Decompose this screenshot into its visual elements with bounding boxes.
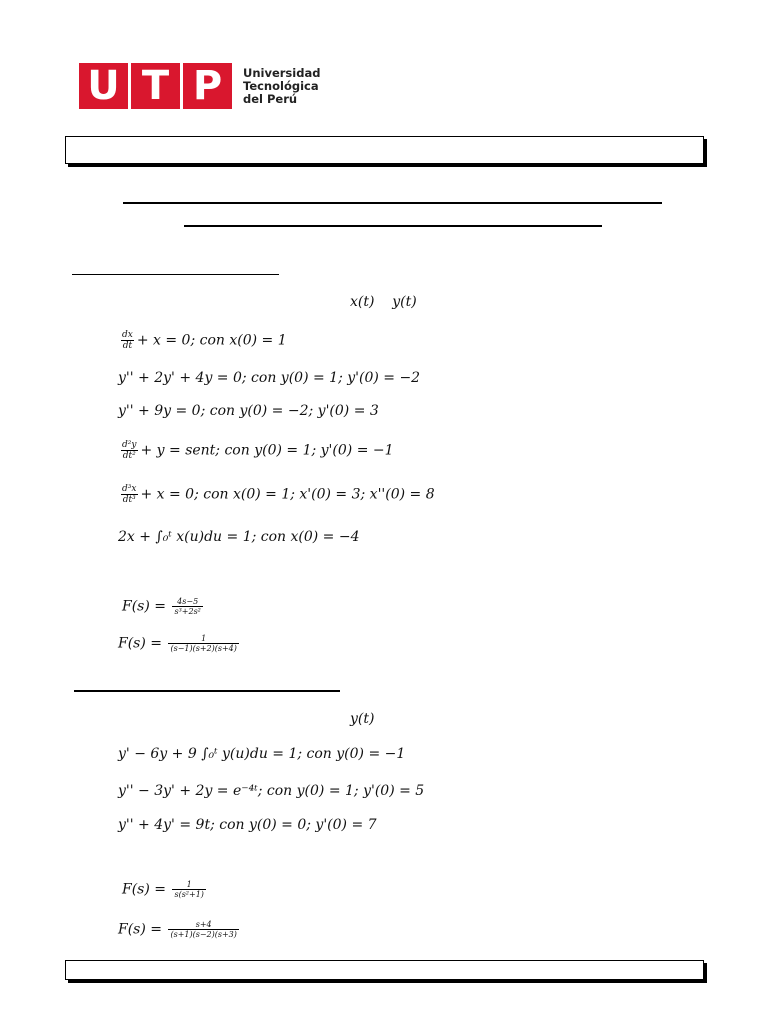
derivative-fraction: $\frac{dx}{dt}$	[122, 330, 133, 351]
transform-fraction: $\frac{s+4}{(s+1)(s-2)(s+3)}$	[170, 920, 237, 939]
section2-unknowns: y(t)	[350, 711, 375, 727]
transform-4: F(s) = $\frac{s+4}{(s+1)(s-2)(s+3)}$	[118, 920, 237, 939]
logo-line-3: del Perú	[243, 91, 298, 106]
logo-letter-t: T	[131, 63, 180, 109]
equation-9: y'' + 4y' = 9t; con y(0) = 0; y'(0) = 7	[118, 817, 377, 833]
transform-2: F(s) = $\frac{1}{(s-1)(s+2)(s+4)}$	[118, 634, 237, 653]
equation-1: $\frac{dx}{dt}$ + x = 0; con x(0) = 1	[122, 330, 287, 351]
transform-1: F(s) = $\frac{4s-5}{\text{s³+2s²}}$	[122, 597, 201, 616]
title-rule-1	[123, 202, 662, 204]
equation-6: 2x + ∫₀ᵗ x(u)du = 1; con x(0) = −4	[118, 529, 360, 545]
section1-unknowns: x(t) y(t)	[350, 294, 417, 310]
transform-fraction: $\frac{4s-5}{\text{s³+2s²}}$	[174, 597, 201, 616]
equation-7: y' − 6y + 9 ∫₀ᵗ y(u)du = 1; con y(0) = −1	[118, 746, 406, 762]
equation-5: $\frac{\text{d³x}}{\text{dt³}}$ + x = 0; con x(0) = 1; x'(0) = 3; x''(0) = 8	[122, 484, 435, 505]
equation-3: y'' + 9y = 0; con y(0) = −2; y'(0) = 3	[118, 403, 379, 419]
logo-letter-u: U	[79, 63, 128, 109]
equation-8: y'' − 3y' + 2y = e⁻⁴ᵗ; con y(0) = 1; y'(0) = 5	[118, 783, 425, 799]
derivative-fraction: $\frac{\text{d²y}}{\text{dt²}}$	[122, 440, 137, 461]
transform-fraction: $\frac{1}{(s-1)(s+2)(s+4)}$	[170, 634, 237, 653]
title-rule-2	[184, 225, 602, 227]
section2-rule	[74, 690, 340, 692]
logo-line-2: Tecnológica	[243, 78, 319, 93]
equation-4: $\frac{\text{d²y}}{\text{dt²}}$ + y = sent; con y(0) = 1; y'(0) = −1	[122, 440, 394, 461]
header-frame	[65, 136, 704, 164]
transform-fraction: $\frac{1}{\text{s(s²+1)}}$	[174, 880, 204, 899]
section1-rule	[72, 274, 279, 275]
footer-frame	[65, 960, 704, 980]
logo-text	[243, 67, 320, 106]
derivative-fraction: $\frac{\text{d³x}}{\text{dt³}}$	[122, 484, 137, 505]
logo-letter-p: P	[183, 63, 232, 109]
logo-line-1: Universidad	[243, 65, 321, 80]
utp-logo	[79, 63, 320, 109]
equation-2: y'' + 2y' + 4y = 0; con y(0) = 1; y'(0) = −2	[118, 370, 421, 386]
transform-3: F(s) = $\frac{1}{\text{s(s²+1)}}$	[122, 880, 204, 899]
